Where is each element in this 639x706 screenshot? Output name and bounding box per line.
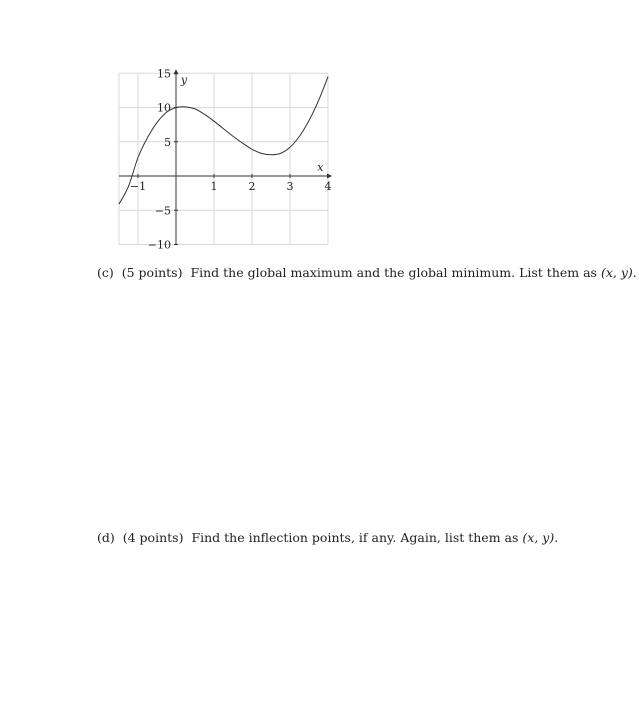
question-d-math: (x, y): [522, 530, 555, 545]
grid-lines: [119, 73, 328, 244]
question-c-part: (c): [97, 265, 114, 280]
question-d-part: (d): [97, 530, 115, 545]
question-d-text: Find the inflection points, if any. Again, list them as: [191, 530, 519, 545]
x-tick-label-0: −1: [129, 180, 147, 193]
tick-labels: [130, 67, 332, 251]
question-c-end: .: [632, 265, 637, 280]
x-tick-label-3: 3: [286, 180, 294, 193]
question-d-points: (4 points): [122, 530, 184, 545]
y-axis-label: y: [180, 73, 188, 87]
x-axis-label: x: [317, 161, 324, 174]
function-graph: [0, 0, 639, 260]
question-c: [97, 265, 637, 280]
question-c-text: Find the global maximum and the global minimum. List them as: [190, 265, 597, 280]
question-c-math: (x, y): [600, 265, 633, 280]
question-d-end: .: [554, 530, 559, 545]
x-tick-label-1: 1: [210, 180, 218, 193]
y-tick-label-2: 5: [164, 135, 171, 149]
y-tick-label-4: 15: [157, 67, 171, 81]
y-tick-label-1: −5: [154, 204, 171, 218]
question-d: [97, 530, 558, 545]
x-tick-label-2: 2: [248, 180, 256, 193]
question-c-points: (5 points): [121, 265, 183, 280]
x-tick-label-4: 4: [324, 180, 332, 193]
function-curve: [119, 77, 328, 204]
axes: [119, 69, 332, 244]
y-tick-label-3: 10: [157, 101, 171, 115]
y-tick-label-0: −10: [147, 238, 171, 252]
